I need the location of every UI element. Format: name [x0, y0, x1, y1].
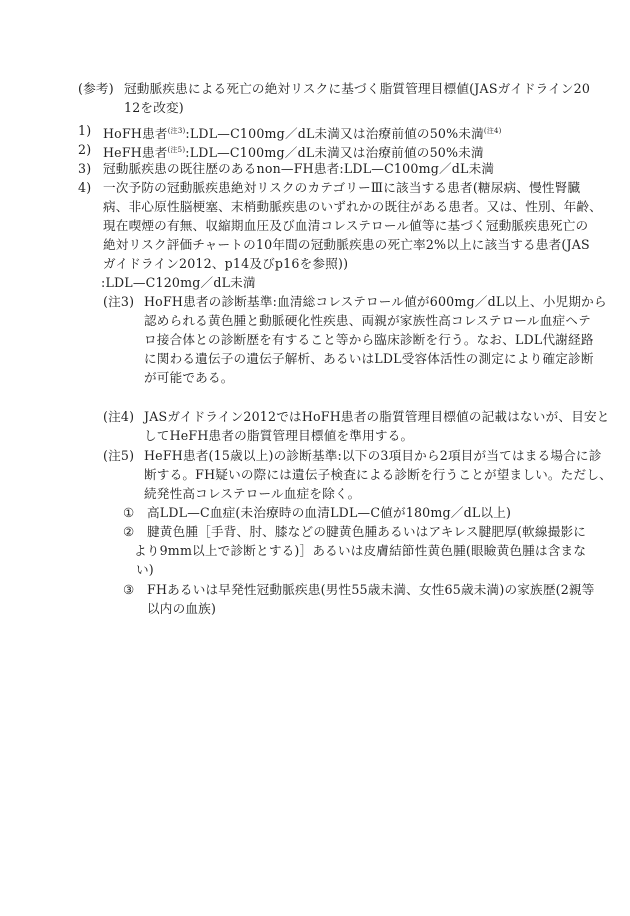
criterion-text: より9mm以上で診断とする)］あるいは皮膚結節性黄色腫(眼瞼黄色腫は含まな	[134, 543, 587, 558]
item-text: 一次予防の冠動脈疾患絶対リスクのカテゴリーⅢに該当する患者(糖尿病、慢性腎臓	[103, 180, 581, 195]
note-text: 続発性高コレステロール血症を除く。	[144, 486, 361, 501]
reference-title-cont: 12を改変)	[124, 100, 184, 115]
note-text: に関わる遺伝子の遺伝子解析、あるいはLDL受容体活性の測定により確定診断	[144, 351, 594, 366]
reference-label: (参考)	[78, 81, 114, 96]
note-ref: (注5)	[167, 146, 186, 154]
criterion-number: ②	[123, 524, 135, 539]
note-text: HeFH患者(15歳以上)の診断基準:以下の3項目から2項目が当てはまる場合に診	[144, 448, 602, 463]
item-text: 絶対リスク評価チャートの10年間の冠動脈疾患の死亡率2%以上に該当する患者(JAS	[103, 237, 590, 252]
note-text: してHeFH患者の脂質管理目標値を準用する。	[144, 428, 414, 443]
item-text: ガイドライン2012、p14及びp16を参照))	[103, 256, 349, 271]
item-text-part: HoFH患者	[103, 126, 168, 141]
item-text-part: :LDL—C100mg／dL未満又は治療前値の50%未満	[185, 126, 484, 141]
item-text: 冠動脈疾患の既往歴のあるnon—FH患者:LDL—C100mg／dL未満	[103, 161, 495, 176]
note-text: が可能である。	[144, 370, 234, 385]
item-text-part: :LDL—C100mg／dL未満又は治療前値の50%未満	[185, 145, 484, 160]
item-number: 2)	[78, 142, 92, 157]
item-number: 1)	[78, 123, 92, 138]
note-label: (注4)	[103, 409, 135, 424]
item-text	[103, 123, 502, 142]
item-text: 病、非心原性脳梗塞、末梢動脈疾患のいずれかの既往がある患者。又は、性別、年齢、	[103, 199, 602, 214]
criterion-number: ③	[123, 582, 135, 597]
note-label: (注3)	[103, 294, 135, 309]
reference-title: 冠動脈疾患による死亡の絶対リスクに基づく脂質管理目標値(JASガイドライン20	[124, 81, 591, 96]
note-text: 認められる黄色腫と動脈硬化性疾患、両親が家族性高コレステロール血症ヘテ	[144, 313, 591, 328]
criterion-text: 高LDL—C血症(未治療時の血清LDL—C値が180mg／dL以上)	[147, 505, 512, 520]
note-text: JASガイドライン2012ではHoFH患者の脂質管理目標値の記載はないが、目安と	[144, 409, 610, 424]
note-label: (注5)	[103, 448, 135, 463]
item-number: 3)	[78, 161, 92, 176]
item-text: :LDL—C120mg／dL未満	[101, 275, 256, 290]
item-number: 4)	[78, 180, 92, 195]
note-ref: (注4)	[483, 127, 502, 135]
item-text: 現在喫煙の有無、収縮期血圧及び血清コレステロール値等に基づく冠動脈疾患死亡の	[103, 218, 589, 233]
note-text: HoFH患者の診断基準:血清総コレステロール値が600mg／dL以上、小児期から	[144, 294, 607, 309]
criterion-text: 腱黄色腫［手背、肘、膝などの腱黄色腫あるいはアキレス腱肥厚(軟線撮影に	[147, 524, 587, 539]
note-text: 断する。FH疑いの際には遺伝子検査による診断を行うことが望ましい。ただし、	[144, 467, 612, 482]
criterion-text: 以内の血族)	[147, 601, 217, 616]
item-text	[103, 142, 484, 161]
criterion-text: い)	[136, 562, 154, 577]
criterion-number: ①	[123, 505, 135, 520]
criterion-text: FHあるいは早発性冠動脈疾患(男性55歳未満、女性65歳未満)の家族歴(2親等	[147, 582, 595, 597]
item-text-part: HeFH患者	[103, 145, 168, 160]
note-text: ロ接合体との診断歴を有すること等から臨床診断を行う。なお、LDL代謝経路	[144, 332, 594, 347]
note-ref: (注3)	[167, 127, 186, 135]
